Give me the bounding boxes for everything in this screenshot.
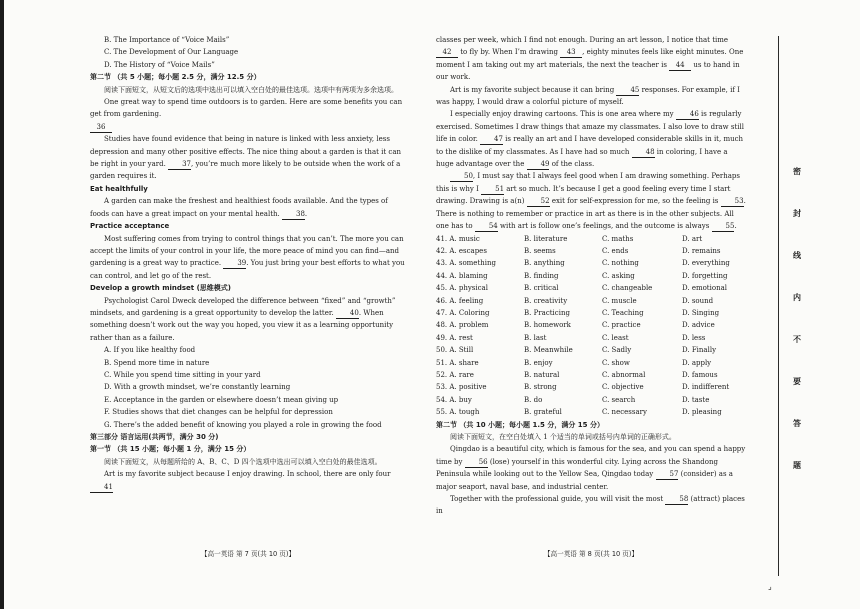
blank-51: 51 — [481, 185, 504, 195]
option-cell: B. critical — [524, 284, 559, 293]
left-line-7: Studies have found evidence that being in nature is linked with less anxiety, less depression and many other positive effects. The nice thing about a garden is that it can be right in your yard. 37, you’re much more likely to be outside when the work of a garden requires it. — [90, 135, 402, 181]
blank-38: 38 — [282, 210, 305, 220]
option-cell: C. search — [602, 395, 636, 404]
left-line-12: Develop a growth mindset (思维模式) — [90, 284, 231, 293]
option-cell: C. necessary — [602, 408, 647, 417]
option-cell: B. last — [524, 333, 547, 342]
option-cell: C. abnormal — [602, 370, 646, 379]
option-cell: 51. A. share — [436, 358, 479, 367]
seal-char: 线 — [793, 251, 801, 260]
blank-43: 43 — [560, 48, 582, 58]
blank-48: 48 — [632, 148, 655, 158]
option-cell: D. indifferent — [682, 383, 730, 392]
option-cell: C. least — [602, 333, 629, 342]
option-cell: D. taste — [682, 395, 710, 404]
left-line-23: 阅读下面短文，从每题所给的 A、B、C、D 四个选项中选出可以填入空白处的最佳选项。 — [104, 457, 382, 466]
blank-53: 53 — [721, 197, 744, 207]
blank-46: 46 — [676, 110, 699, 120]
option-cell: D. everything — [682, 259, 730, 268]
option-cell: B. Meanwhile — [524, 346, 573, 355]
option-cell: B. homework — [524, 321, 571, 330]
option-cell: 50. A. Still — [436, 346, 474, 355]
left-line-5: One great way to spend time outdoors is to garden. Here are some benefits you can get from gardening. — [90, 98, 403, 119]
right-line-1: Art is my favorite subject because it can bring 45 responses. For example, if I was happy, I would draw a colorful picture of myself. — [436, 85, 740, 107]
right-line-0: classes per week, which I find not enough. During an art lesson, I notice that time 42 to fly by. When I’m drawing 43 , eighty minutes feels like eight minutes. One moment I am taking out my art materials, the next the teacher is 44 us to hand in our work. — [436, 36, 744, 82]
option-cell: D. advice — [682, 321, 715, 330]
blank-58: 58 — [665, 495, 688, 505]
option-cell: C. Teaching — [602, 308, 644, 317]
option-cell: 52. A. rare — [436, 370, 474, 379]
option-cell: D. Singing — [682, 308, 720, 317]
option-cell: 44. A. blaming — [436, 271, 488, 280]
option-cell: B. enjoy — [524, 358, 553, 367]
option-cell: C. nothing — [602, 259, 639, 268]
option-cell: 54. A. buy — [436, 395, 472, 404]
left-line-13: Psychologist Carol Dweck developed the difference between “fixed” and “growth” mindsets, and gardening is a great opportunity to develop the latter. 40. When something doesn’t work out the way you hoped, you view it as a learning opportunity rather than as a failure. — [90, 296, 396, 342]
left-line-17: D. With a growth mindset, we’re constantly learning — [104, 383, 291, 392]
blank-45: 45 — [616, 86, 639, 96]
seal-char: 要 — [793, 377, 801, 386]
option-cell: B. Practicing — [524, 308, 570, 317]
seal-char: 题 — [793, 461, 801, 470]
left-line-10: Practice acceptance — [90, 222, 170, 231]
blank-47: 47 — [480, 135, 503, 145]
option-cell: C. asking — [602, 271, 635, 280]
seal-char: 封 — [793, 209, 801, 218]
blank-49: 49 — [527, 160, 550, 170]
left-line-0: B. The Importance of “Voice Mails” — [104, 36, 230, 44]
seal-char: 答 — [793, 419, 801, 428]
blank-36: 36 — [90, 123, 112, 133]
left-column — [90, 34, 406, 493]
blank-40: 40 — [336, 309, 359, 319]
blank-37: 37 — [168, 160, 191, 170]
blank-57: 57 — [656, 470, 679, 480]
seal-line-sidebar — [778, 36, 819, 576]
option-cell: B. natural — [524, 370, 560, 379]
left-line-19: F. Studies shows that diet changes can be helpful for depression — [104, 408, 333, 417]
left-line-24: Art is my favorite subject because I enjoy drawing. In school, there are only four 41 — [90, 468, 406, 493]
option-cell: 46. A. feeling — [436, 296, 484, 305]
option-cell: D. less — [682, 333, 706, 342]
blank-39: 39 — [223, 259, 246, 269]
option-cell: 47. A. Coloring — [436, 308, 490, 317]
right-column — [436, 34, 746, 518]
left-line-15: B. Spend more time in nature — [104, 358, 210, 367]
page-footer-left: 【高一英语 第 7 页(共 10 页)】 — [200, 550, 296, 558]
corner-mark: ⌟ — [768, 582, 772, 591]
blank-54: 54 — [475, 222, 498, 232]
right-line-2: I especially enjoy drawing cartoons. This is one area where my 46 is regularly exercised. Sometimes I draw things that amaze my classmates. I also love to draw still life in color. 47 is really an art and I have developed considerable skills in it, much to the dislike of my classmates. As I have had so much 48 in coloring, I have a huge advantage over the 49 of the class. — [436, 110, 744, 169]
left-line-21: 第三部分 语言运用(共两节，满分 30 分) — [90, 433, 219, 441]
blank-55: 55 — [712, 222, 735, 232]
blank-42: 42 — [436, 48, 458, 58]
option-cell: C. ends — [602, 246, 629, 255]
option-cell: 42. A. escapes — [436, 246, 487, 255]
option-cell: D. emotional — [682, 284, 727, 293]
left-line-1: C. The Development of Our Language — [104, 48, 239, 57]
left-line-22: 第一节 （共 15 小题；每小题 1 分，满分 15 分） — [90, 445, 251, 454]
option-cell: C. show — [602, 358, 630, 367]
blank-52: 52 — [527, 197, 550, 207]
option-cell: B. do — [524, 395, 543, 404]
right-after-line-3: Together with the professional guide, you will visit the most 58 (attract) places in — [436, 495, 745, 516]
option-cell: C. objective — [602, 383, 644, 392]
left-line-18: E. Acceptance in the garden or elsewhere doesn’t mean giving up — [104, 395, 339, 404]
scan-edge — [0, 0, 4, 609]
right-after-line-0: 第二节 （共 10 小题；每小题 1.5 分，满分 15 分） — [436, 420, 604, 429]
option-cell: D. remains — [682, 246, 721, 255]
option-cell: D. art — [682, 234, 703, 243]
cloze-options-table — [436, 233, 746, 419]
left-line-9: A garden can make the freshest and healthiest foods available. And the types of foods can have a great impact on your mental health. 38. — [90, 197, 388, 218]
option-cell: 41. A. music — [436, 234, 480, 243]
option-cell: C. practice — [602, 321, 641, 330]
option-cell: B. seems — [524, 246, 556, 255]
blank-50: 50 — [450, 172, 473, 182]
page-footer-right: 【高一英语 第 8 页(共 10 页)】 — [543, 550, 639, 558]
seal-char: 密 — [793, 167, 801, 176]
option-cell: B. grateful — [524, 408, 562, 417]
seal-char: 不 — [793, 335, 801, 344]
left-line-8: Eat healthfully — [90, 184, 148, 193]
blank-41: 41 — [90, 483, 113, 493]
right-after-line-2: Qingdao is a beautiful city, which is famous for the sea, and you can spend a happy time by 56 (lose) yourself in this wonderful city. Lying across the Shandong Peninsula while looking out to the Yellow Sea, Qingdao today 57 (consider) as a major seaport, naval base, and industrial center. — [436, 445, 746, 491]
option-cell: 45. A. physical — [436, 284, 488, 293]
option-cell: B. literature — [524, 234, 568, 243]
option-cell: B. finding — [524, 271, 559, 280]
option-cell: 43. A. something — [436, 259, 496, 268]
left-line-16: C. While you spend time sitting in your yard — [104, 370, 261, 379]
option-cell: D. apply — [682, 358, 712, 367]
left-line-4: 阅读下面短文，从短文后的选项中选出可以填入空白处的最佳选项。选项中有两项为多余选项。 — [104, 85, 398, 94]
option-cell: C. Sadly — [602, 346, 632, 355]
left-line-11: Most suffering comes from trying to control things that you can’t. The more you can accept the limits of your control in your life, the more peace of mind you can find—and gardening is a great way to practice. 39. You just bring your best efforts to what you can control, and let go of the rest. — [90, 234, 405, 280]
left-line-20: G. There’s the added benefit of knowing you played a role in growing the food — [104, 420, 382, 429]
option-cell: D. Finally — [682, 346, 717, 355]
right-after-line-1: 阅读下面短文，在空白处填入 1 个适当的单词或括号内单词的正确形式。 — [450, 433, 676, 441]
option-cell: 53. A. positive — [436, 383, 487, 392]
left-line-2: D. The History of “Voice Mails” — [104, 60, 215, 69]
seal-char: 内 — [793, 293, 801, 302]
option-cell: D. sound — [682, 296, 714, 305]
option-cell: B. strong — [524, 383, 557, 392]
option-cell: 49. A. rest — [436, 333, 473, 342]
option-cell: D. famous — [682, 370, 718, 379]
option-cell: C. changeable — [602, 284, 653, 293]
left-line-3: 第二节 （共 5 小题；每小题 2.5 分，满分 12.5 分） — [90, 73, 261, 82]
option-cell: B. creativity — [524, 296, 568, 305]
option-cell: 55. A. tough — [436, 408, 480, 417]
blank-56: 56 — [465, 458, 488, 468]
option-cell: 48. A. problem — [436, 321, 489, 330]
right-line-3: 50, I must say that I always feel good when I am drawing something. Perhaps this is why I 51 art so much. It’s because I get a good feeling every time I start drawing. Drawing is a(n) 52 exit for self-expression for me, so the feeling is 53. There is nothing to remember or practice in art as there is in the other subjects. All one has to 54 with art is follow one’s feelings, and the outcome is always 55. — [436, 172, 746, 231]
left-line-6 — [90, 121, 406, 133]
option-cell: D. forgetting — [682, 271, 728, 280]
option-cell: C. muscle — [602, 296, 637, 305]
option-cell: B. anything — [524, 259, 565, 268]
left-line-14: A. If you like healthy food — [104, 346, 196, 355]
option-cell: D. pleasing — [682, 408, 722, 417]
option-cell: C. maths — [602, 234, 634, 243]
blank-44: 44 — [669, 61, 691, 71]
